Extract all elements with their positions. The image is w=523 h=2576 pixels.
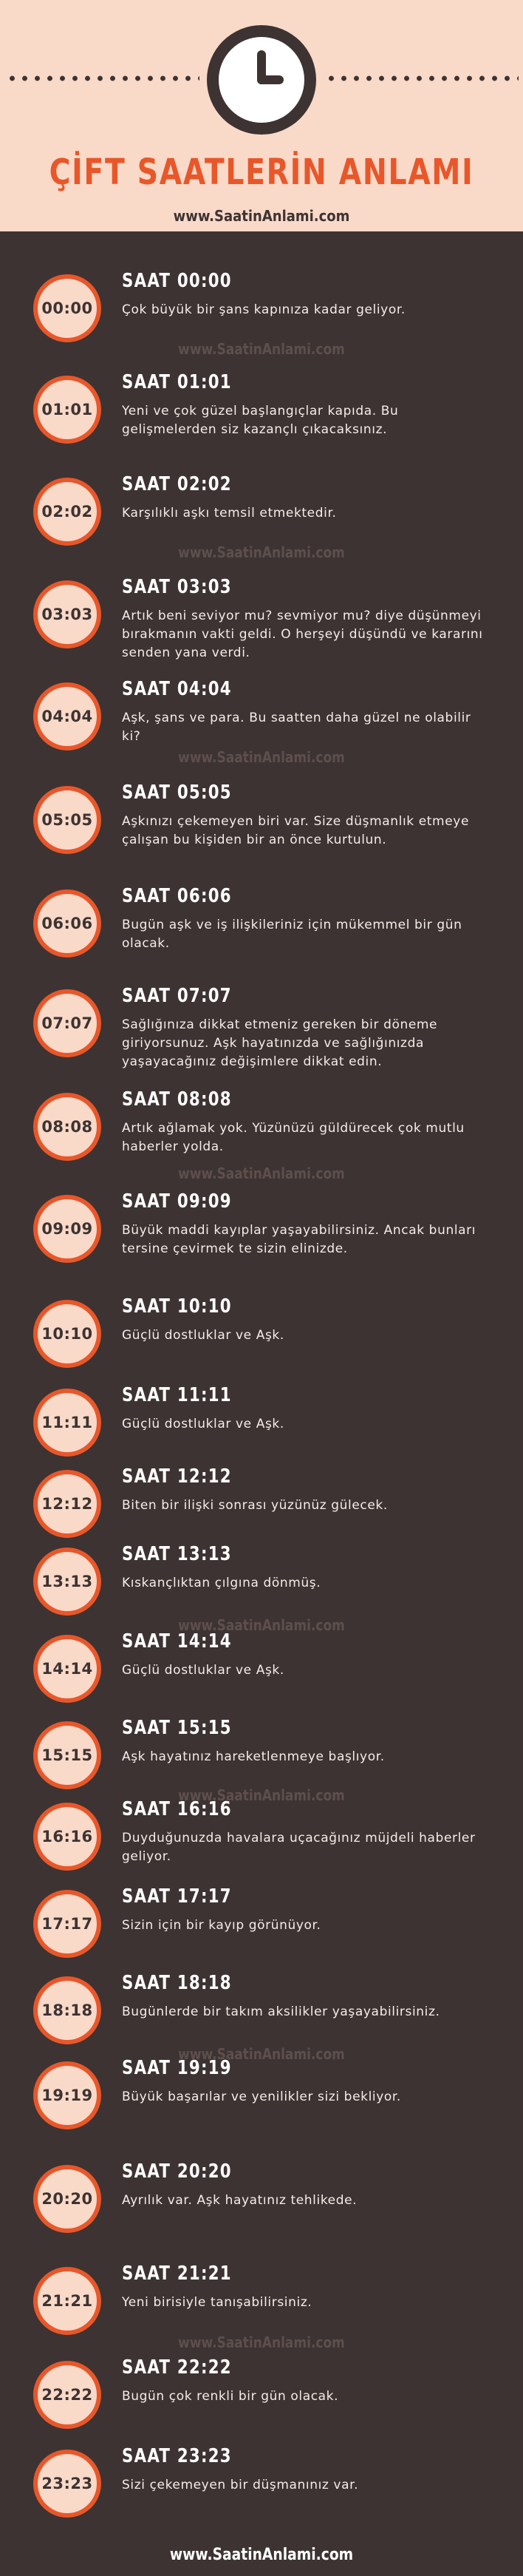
time-badge-label: 15:15: [41, 1746, 93, 1764]
hour-description: Aşkınızı çekemeyen biri var. Size düşmanlık etmeye çalışan bu kişiden bir an önce kurtulun.: [122, 814, 469, 847]
watermark: www.SaatinAnlami.com: [178, 340, 345, 358]
footer-site-url: www.SaatinAnlami.com: [169, 2546, 354, 2564]
time-badge: [33, 1300, 101, 1368]
hour-title: SAAT 19:19: [122, 2057, 232, 2079]
hour-title: SAAT 13:13: [122, 1543, 232, 1565]
time-badge-label: 06:06: [41, 915, 93, 932]
time-badge-label: 22:22: [41, 2386, 93, 2404]
time-badge-label: 03:03: [41, 606, 93, 623]
hour-description: Güçlü dostluklar ve Aşk.: [122, 1417, 284, 1431]
hour-description: Güçlü dostluklar ve Aşk.: [122, 1663, 284, 1678]
page-title: ÇİFT SAATLERİN ANLAMI: [49, 152, 474, 193]
hour-description: Büyük maddi kayıplar yaşayabilirsiniz. Ancak bunları tersine çevirmek te sizin elinizde.: [122, 1223, 476, 1256]
hour-description: Karşılıklı aşkı temsil etmektedir.: [122, 506, 337, 521]
hour-description: Çok büyük bir şans kapınıza kadar geliyor.: [122, 302, 406, 317]
hour-title: SAAT 17:17: [122, 1885, 232, 1908]
watermark: www.SaatinAnlami.com: [178, 1786, 345, 1804]
hour-title: SAAT 11:11: [122, 1384, 232, 1406]
time-badge: [33, 1890, 101, 1958]
hour-title: SAAT 18:18: [122, 1972, 232, 1994]
time-badge: [33, 682, 101, 750]
hour-description: Bugün çok renkli bir gün olacak.: [122, 2389, 339, 2404]
hour-title: SAAT 20:20: [122, 2160, 232, 2183]
hour-description: Biten bir ilişki sonrası yüzünüz gülecek.: [122, 1498, 388, 1513]
hour-description: Kıskançlıktan çılgına dönmüş.: [122, 1576, 321, 1590]
time-badge-label: 08:08: [41, 1118, 93, 1136]
hour-description: Artık ağlamak yok. Yüzünüzü güldürecek çok mutlu haberler yolda.: [122, 1121, 465, 1154]
hour-description: Aşk, şans ve para. Bu saatten daha güzel ne olabilir ki?: [122, 711, 471, 744]
clock-icon: [204, 22, 319, 138]
hour-description: Güçlü dostluklar ve Aşk.: [122, 1328, 284, 1343]
time-badge: [33, 989, 101, 1057]
hour-description: Artık beni seviyor mu? sevmiyor mu? diye düşünmeyi bırakmanın vakti geldi. O herşeyi düşündü ve kararını senden yana verdi.: [122, 609, 483, 660]
watermark: www.SaatinAnlami.com: [178, 1616, 345, 1634]
time-badge-label: 23:23: [41, 2475, 93, 2492]
time-badge-label: 17:17: [41, 1915, 93, 1933]
watermark: www.SaatinAnlami.com: [178, 2045, 345, 2063]
time-badge-label: 14:14: [41, 1660, 93, 1678]
hour-title: SAAT 03:03: [122, 576, 232, 598]
hour-title: SAAT 09:09: [122, 1190, 232, 1213]
time-badge-label: 05:05: [41, 811, 93, 829]
time-badge-label: 00:00: [41, 299, 93, 317]
time-badge-label: 04:04: [41, 708, 93, 725]
time-badge: [33, 1721, 101, 1789]
time-badge: [33, 580, 101, 648]
watermark: www.SaatinAnlami.com: [178, 543, 345, 561]
dotted-line-left: [6, 74, 199, 83]
hours-list: [0, 231, 523, 2576]
time-badge: [33, 1470, 101, 1538]
time-badge-label: 12:12: [41, 1495, 93, 1513]
hour-title: SAAT 14:14: [122, 1630, 232, 1653]
time-badge: [33, 274, 101, 342]
time-badge-label: 11:11: [41, 1414, 93, 1431]
hour-title: SAAT 15:15: [122, 1717, 232, 1739]
time-badge: [33, 1195, 101, 1263]
hour-title: SAAT 05:05: [122, 782, 232, 804]
hour-title: SAAT 23:23: [122, 2445, 232, 2467]
watermark: www.SaatinAnlami.com: [178, 2333, 345, 2351]
time-badge-label: 09:09: [41, 1220, 93, 1238]
time-badge: [33, 1635, 101, 1703]
hour-title: SAAT 10:10: [122, 1295, 232, 1318]
time-badge-label: 16:16: [41, 1828, 93, 1845]
site-url: www.SaatinAnlami.com: [173, 207, 350, 225]
time-badge: [33, 1803, 101, 1871]
time-badge: [33, 376, 101, 444]
hour-title: SAAT 22:22: [122, 2356, 232, 2379]
hour-description: Duyduğunuzda havalara uçacağınız müjdeli haberler geliyor.: [122, 1831, 476, 1864]
time-badge: [33, 1389, 101, 1457]
hour-title: SAAT 08:08: [122, 1088, 232, 1111]
time-badge: [33, 2450, 101, 2518]
time-badge-label: 13:13: [41, 1573, 93, 1590]
hour-description: Büyük başarılar ve yenilikler sizi bekliyor.: [122, 2089, 401, 2104]
header: [0, 0, 523, 231]
time-badge: [33, 2361, 101, 2429]
time-badge: [33, 1976, 101, 2044]
time-badge-label: 01:01: [41, 401, 93, 418]
time-badge: [33, 1548, 101, 1616]
time-badge-label: 02:02: [41, 503, 93, 521]
hour-description: Sizin için bir kayıp görünüyor.: [122, 1918, 321, 1933]
hour-title: SAAT 00:00: [122, 270, 232, 292]
hour-title: SAAT 06:06: [122, 885, 232, 907]
time-badge-label: 21:21: [41, 2292, 93, 2310]
hour-title: SAAT 12:12: [122, 1465, 232, 1488]
time-badge-label: 10:10: [41, 1325, 93, 1343]
time-badge-label: 07:07: [41, 1014, 93, 1032]
hour-description: Sağlığınıza dikkat etmeniz gereken bir döneme giriyorsunuz. Aşk hayatınızda ve sağlığınızda yaşayacağınız değişimlere dikkat edin.: [122, 1017, 438, 1069]
hour-title: SAAT 01:01: [122, 371, 232, 393]
hour-description: Bugün aşk ve iş ilişkileriniz için mükemmel bir gün olacak.: [122, 918, 462, 951]
time-badge-label: 19:19: [41, 2087, 93, 2104]
time-badge: [33, 889, 101, 957]
dotted-line-right: [325, 74, 519, 83]
hour-title: SAAT 16:16: [122, 1798, 232, 1820]
hour-title: SAAT 02:02: [122, 473, 232, 495]
hour-description: Yeni ve çok güzel başlangıçlar kapıda. Bu gelişmelerden siz kazançlı çıkacaksınız.: [122, 404, 399, 437]
hour-title: SAAT 07:07: [122, 985, 232, 1007]
time-badge: [33, 2061, 101, 2129]
hour-description: Bugünlerde bir takım aksilikler yaşayabilirsiniz.: [122, 2004, 440, 2019]
watermark: www.SaatinAnlami.com: [178, 1165, 345, 1182]
hour-description: Ayrılık var. Aşk hayatınız tehlikede.: [122, 2193, 358, 2208]
hour-description: Sizi çekemeyen bir düşmanınız var.: [122, 2478, 359, 2492]
watermark: www.SaatinAnlami.com: [178, 748, 345, 766]
time-badge: [33, 2165, 101, 2233]
hour-title: SAAT 21:21: [122, 2263, 232, 2285]
time-badge: [33, 1093, 101, 1161]
time-badge: [33, 2267, 101, 2335]
hour-description: Yeni birisiyle tanışabilirsiniz.: [122, 2295, 312, 2310]
time-badge-label: 20:20: [41, 2190, 93, 2208]
time-badge: [33, 478, 101, 546]
time-badge-label: 18:18: [41, 2002, 93, 2019]
hour-description: Aşk hayatınız hareketlenmeye başlıyor.: [122, 1749, 385, 1764]
hour-title: SAAT 04:04: [122, 678, 232, 700]
time-badge: [33, 786, 101, 854]
